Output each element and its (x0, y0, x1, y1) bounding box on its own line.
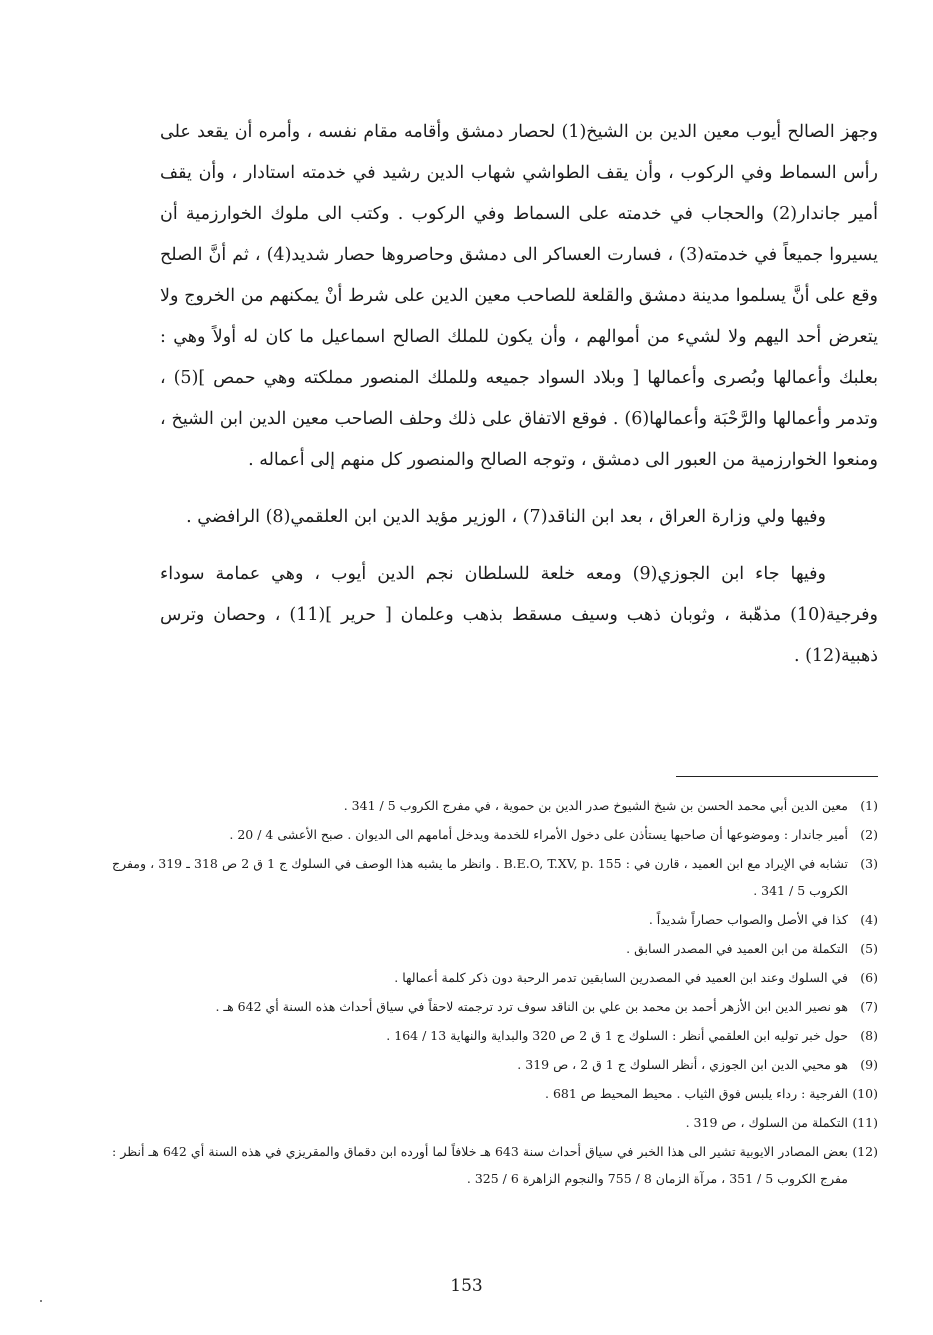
footnote-text: هو محيي الدين ابن الجوزي ، أنظر السلوك ج 1 ق 2 ، ص 319 . (517, 1057, 848, 1072)
footnote-number: (4) (860, 912, 878, 927)
footnote-text: أمير جاندار : وموضوعها أن صاحبها يستأذن على دخول الأمراء للخدمة ويدخل أمامهم الى الديوان . صبح الأعشى 4 / 20 . (229, 827, 848, 842)
footnotes (112, 792, 878, 1194)
footnote (112, 906, 878, 933)
footnote-number: (5) (860, 941, 878, 956)
footnote-number: (12) (852, 1144, 878, 1159)
footnote (112, 1109, 878, 1136)
footnote (112, 1051, 878, 1078)
footnote-text: بعض المصادر الايوبية تشير الى هذا الخبر في سياق أحداث سنة 643 هـ خلافاً لما أورده ابن دقماق والمقريزي في هذه السنة أي 642 هـ أنظر : مفرج الكروب 5 / 351 ، مرآة الزمان 8 / 755 والنجوم الزاهرة 6 / 325 . (112, 1144, 848, 1186)
footnote-number: (10) (852, 1086, 878, 1101)
footnote-number: (9) (860, 1057, 878, 1072)
footnote-number: (1) (860, 798, 878, 813)
page-number: 153 (450, 1276, 483, 1296)
footnote-number: (3) (860, 856, 878, 871)
footnote (112, 935, 878, 962)
footnote-number: (7) (860, 999, 878, 1014)
footnote (112, 1080, 878, 1107)
footnote-text: حول خبر توليه ابن العلقمي أنظر : السلوك ج 1 ق 2 ص 320 والبداية والنهاية 13 / 164 . (386, 1028, 848, 1043)
paragraph-1: وجهز الصالح أيوب معين الدين بن الشيخ(1) لحصار دمشق وأقامه مقام نفسه ، وأمره أن يقعد على رأس السماط وفي الركوب ، وأن يقف الطواشي شهاب الدين رشيد في خدمته استادار ، وأن يقف أمير جاندار(2) والحجاب في خدمته على السماط وفي الركوب . وكتب الى ملوك الخوارزمية أن يسيروا جميعاً في خدمته(3) ، فسارت العساكر الى دمشق وحاصروها حصار شديد(4) ، ثم أنَّ الصلح وقع على أنَّ يسلموا مدينة دمشق والقلعة للصاحب معين الدين على شرط أنْ يمكنهم من الخروج ولا يتعرض أحد اليهم ولا لشيء من أموالهم ، وأن يكون للملك الصالح اسماعيل ما كان له أولاً وهي : بعلبك وأعمالها وبُصرى وأعمالها [ وبلاد السواد جميعه وللملك المنصور مملكته وهي حمص ](5) ، وتدمر وأعمالها والرَّحْبَة وأعمالها(6) . فوقع الاتفاق على ذلك وحلف الصاحب معين الدين ابن الشيخ ، ومنعوا الخوارزمية من العبور الى دمشق ، وتوجه الصالح والمنصور كل منهم إلى أعماله . (160, 122, 878, 470)
main-text (160, 112, 878, 693)
footnote (112, 821, 878, 848)
footnote-text: كذا في الأصل والصواب حصاراً شديداً . (648, 912, 848, 927)
footnote (112, 792, 878, 819)
footnote (112, 993, 878, 1020)
footnote-number: (8) (860, 1028, 878, 1043)
footnote-text: التكملة من السلوك ، ص 319 . (685, 1115, 848, 1130)
footnote-number: (11) (852, 1115, 878, 1130)
footnote-text: التكملة من ابن العميد في المصدر السابق . (626, 941, 848, 956)
footnote-text: في السلوك وعند ابن العميد في المصدرين السابقين تدمر الرحبة دون ذكر كلمة أعمالها . (394, 970, 848, 985)
footnote (112, 1138, 878, 1192)
paragraph-2: وفيها ولي وزارة العراق ، بعد ابن الناقد(7) ، الوزير مؤيد الدين ابن العلقمي(8) الرافضي . (186, 507, 826, 527)
footnote-text: هو نصير الدين ابن الأزهر أحمد بن محمد بن علي بن الناقد سوف ترد ترجمته لاحقاً في سياق أحداث هذه السنة أي 642 هـ . (215, 999, 848, 1014)
footnote-divider (676, 776, 878, 777)
footnote-text: تشابه في الإيراد مع ابن العميد ، قارن في : B.E.O, T.XV, p. 155 . وانظر ما يشبه هذا الوصف في السلوك ج 1 ق 2 ص 318 ـ 319 ، ومفرج الكروب 5 / 341 . (112, 856, 848, 898)
footnote-number: (6) (860, 970, 878, 985)
footnote (112, 850, 878, 904)
scan-speck (40, 1300, 42, 1302)
footnote-text: معين الدين أبي محمد الحسن بن شيخ الشيوخ صدر الدين بن حموية ، في مفرج الكروب 5 / 341 . (343, 798, 848, 813)
footnote-text: الفرجية : رداء يلبس فوق الثياب . محيط المحيط ص 681 . (545, 1086, 848, 1101)
footnote-number: (2) (860, 827, 878, 842)
paragraph-3: وفيها جاء ابن الجوزي(9) ومعه خلعة للسلطان نجم الدين أيوب ، وهي عمامة سوداء وفرجية(10) مذهّبة ، وثوبان ذهب وسيف مسقط بذهب وعلمان [ حرير ](11) ، وحصان وترس ذهبية(12) . (160, 564, 878, 666)
footnote (112, 964, 878, 991)
footnote (112, 1022, 878, 1049)
